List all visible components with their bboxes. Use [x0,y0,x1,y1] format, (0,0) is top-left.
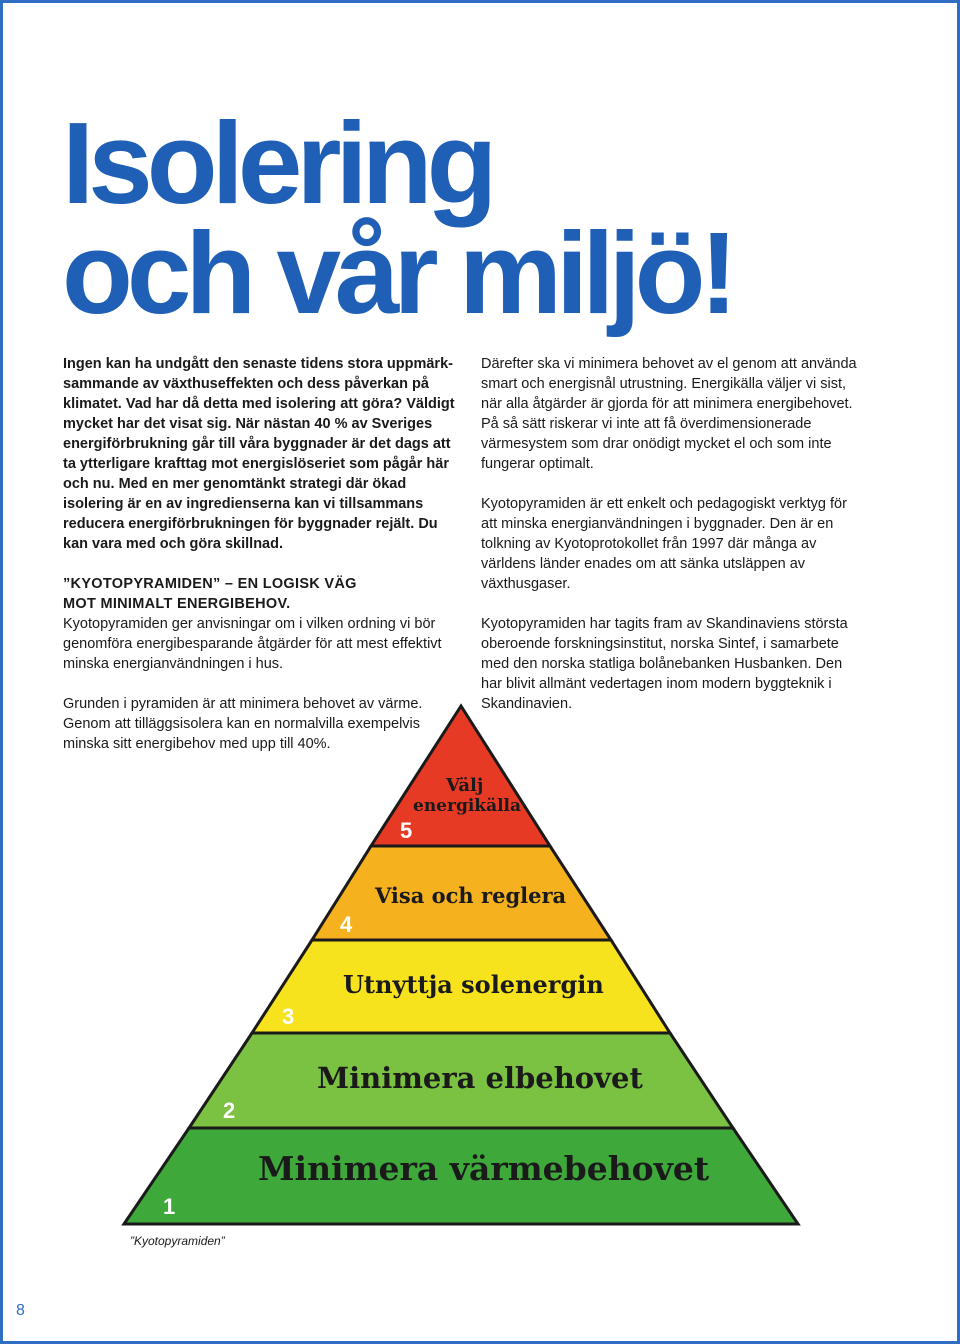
body-paragraph: Grunden i pyramiden är att minimera behovet av värme. Genom att tilläggsisolera kan en normalvilla exempelvis minska sitt energibehov med upp till 40%. [63,696,423,752]
pyramid-number-3: 3 [282,1004,295,1029]
pyramid-number-2: 2 [223,1098,236,1123]
intro-paragraph: Ingen kan ha undgått den senaste tidens stora uppmärk-sammande av växthuseffekten och dess påverkan på klimatet. Vad har då detta med isolering att göra? Väldigt mycket har det visat sig. När nästan 40 % av Sveriges energiförbrukning går till våra byggnader är det dags att ta ytterligare krafttag mot energislöseriet som pågår här och nu. Med en mer genomtänkt strategi där ökad isolering är en av ingredienserna kan vi tillsammans reducera energiförbrukningen för byggnader rejält. Du kan vara med och göra skillnad. [63,356,455,552]
section-heading-line-1: ”KYOTOPYRAMIDEN” – EN LOGISK VÄG [63,576,357,592]
pyramid-label-1: Minimera värmebehovet [258,1149,710,1188]
pyramid-label-4: Visa och reglera [375,883,567,908]
page-number: 8 [16,1302,25,1319]
pyramid-number-4: 4 [340,912,353,937]
body-paragraph: Kyotopyramiden ger anvisningar om i vilken ordning vi bör genomföra energibesparande åtgärder för att mest effektivt minska energianvändningen i hus. [63,616,442,672]
section-heading-line-2: MOT MINIMALT ENERGIBEHOV. [63,596,291,612]
pyramid-number-1: 1 [163,1194,176,1219]
pyramid-label-5-line-1: Välj [446,775,484,796]
pyramid-caption: ”Kyotopyramiden” [130,1234,225,1248]
body-paragraph: Därefter ska vi minimera behovet av el genom att använda smart och energisnål utrustning. Energikälla väljer vi sist, när alla åtgärder är gjorda för att minimera energibehovet. På så sätt riskerar vi inte att få överdimensionerade värmesystem som drar onödigt mycket el och som inte fungerar optimalt. [481,356,857,472]
pyramid-label-3: Utnyttja solenergin [343,970,604,999]
pyramid-label-5-line-2: energikälla [413,796,522,816]
pyramid-number-5: 5 [400,818,413,843]
title-line-1: Isolering [62,98,492,228]
pyramid-label-2: Minimera elbehovet [317,1061,643,1095]
body-paragraph: Kyotopyramiden har tagits fram av Skandinaviens största oberoende forskningsinstitut, norska Sintef, i samarbete med den norska statliga bolånebanken Husbanken. Den har blivit allmänt vedertagen inom modern byggteknik i Skandinavien. [481,616,848,712]
body-paragraph: Kyotopyramiden är ett enkelt och pedagogiskt verktyg för att minska energianvändningen i byggnader. Den är en tolkning av Kyotoprotokollet från 1997 där många av världens länder enades om att sänka utsläppen av växthusgaser. [481,496,847,592]
title-line-2: och vår miljö! [62,208,733,338]
